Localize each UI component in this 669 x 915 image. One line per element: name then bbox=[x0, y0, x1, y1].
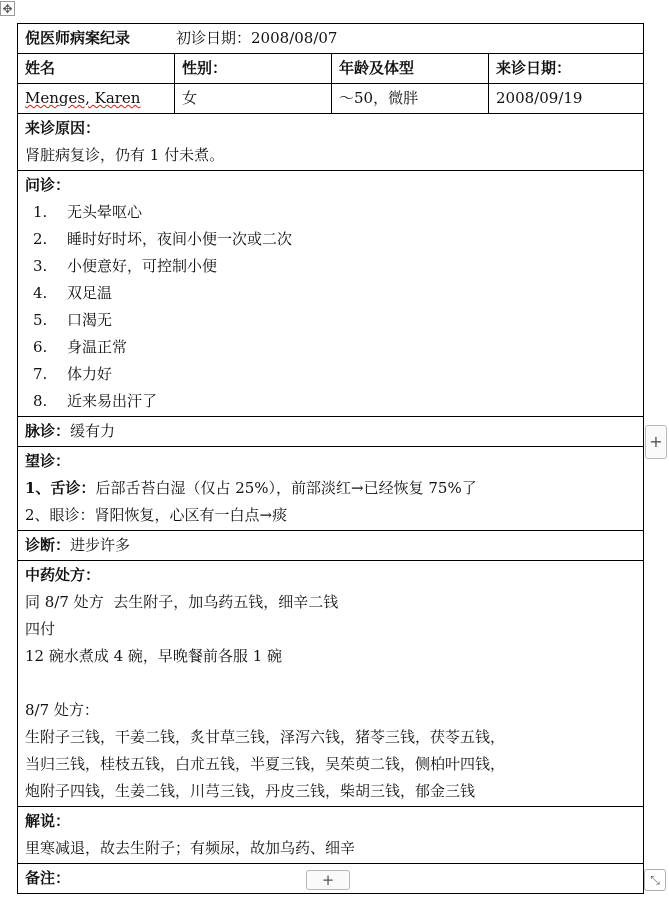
explanation-title: 解说： bbox=[25, 812, 71, 830]
diagnosis-title: 诊断： bbox=[25, 536, 71, 554]
inquiry-list bbox=[25, 199, 636, 415]
prescription-line: 生附子三钱，干姜二钱，炙甘草三钱，泽泻六钱，猪苓三钱，茯苓五钱， bbox=[25, 728, 506, 746]
col-name-header[interactable]: 姓名 bbox=[18, 54, 175, 84]
patient-name-cell[interactable] bbox=[18, 84, 175, 114]
reason-cell[interactable] bbox=[18, 114, 644, 171]
tongue-label: 1、舌诊： bbox=[25, 479, 96, 497]
list-item: 3. 小便意好，可控制小便 bbox=[33, 257, 218, 275]
patient-age-build[interactable]: ～50，微胖 bbox=[332, 84, 489, 114]
first-visit-date: 初诊日期：2008/08/07 bbox=[176, 29, 338, 47]
blank-line bbox=[25, 670, 636, 697]
table-move-handle-icon[interactable]: ✥ bbox=[0, 1, 15, 16]
patient-sex[interactable]: 女 bbox=[175, 84, 332, 114]
add-row-button[interactable]: + bbox=[306, 870, 350, 890]
header-cell[interactable] bbox=[18, 24, 644, 54]
explanation-row bbox=[18, 807, 644, 864]
list-item: 5. 口渴无 bbox=[33, 311, 113, 329]
list-item: 4. 双足温 bbox=[33, 284, 113, 302]
eye-text: 2、眼诊：肾阳恢复，心区有一白点→痰 bbox=[25, 506, 288, 524]
observation-row bbox=[18, 447, 644, 531]
observation-cell[interactable] bbox=[18, 447, 644, 531]
list-item: 1. 无头晕呕心 bbox=[33, 203, 143, 221]
explanation-text: 里寒减退，故去生附子；有频尿，故加乌药、细辛 bbox=[25, 839, 356, 857]
inquiry-title: 问诊： bbox=[25, 176, 71, 194]
prescription-row bbox=[18, 561, 644, 807]
diagnosis-text: 进步许多 bbox=[70, 536, 131, 554]
list-item: 2. 睡时好时坏，夜间小便一次或二次 bbox=[33, 230, 293, 248]
col-age-header[interactable]: 年龄及体型 bbox=[332, 54, 489, 84]
list-item: 6. 身温正常 bbox=[33, 338, 128, 356]
inquiry-row bbox=[18, 171, 644, 417]
inquiry-cell[interactable] bbox=[18, 171, 644, 417]
pulse-title: 脉诊： bbox=[25, 422, 71, 440]
column-header-row bbox=[18, 54, 644, 84]
resize-icon[interactable]: ⤡ bbox=[644, 869, 666, 891]
prescription-title: 中药处方： bbox=[25, 566, 101, 584]
explanation-cell[interactable] bbox=[18, 807, 644, 864]
patient-visit-date[interactable]: 2008/09/19 bbox=[489, 84, 644, 114]
remarks-title: 备注： bbox=[25, 869, 71, 887]
prescription-line: 8/7 处方： bbox=[25, 701, 99, 719]
pulse-cell[interactable] bbox=[18, 417, 644, 447]
prescription-cell[interactable] bbox=[18, 561, 644, 807]
col-sex-header[interactable]: 性别： bbox=[175, 54, 332, 84]
add-column-button[interactable]: + bbox=[645, 425, 667, 459]
header-row bbox=[18, 24, 644, 54]
observation-title: 望诊： bbox=[25, 452, 71, 470]
prescription-line: 炮附子四钱，生姜二钱，川芎三钱，丹皮三钱，柴胡三钱，郁金三钱 bbox=[25, 782, 476, 800]
diagnosis-row bbox=[18, 531, 644, 561]
prescription-line: 同 8/7 处方 去生附子，加乌药五钱，细辛二钱 bbox=[25, 593, 339, 611]
reason-title: 来诊原因： bbox=[25, 119, 101, 137]
reason-text: 肾脏病复诊，仍有 1 付未煮。 bbox=[25, 146, 225, 164]
pulse-row bbox=[18, 417, 644, 447]
record-title: 倪医师病案纪录 bbox=[25, 29, 131, 47]
tongue-text: 后部舌苔白湿（仅占 25%），前部淡红→已经恢复 75%了 bbox=[95, 479, 477, 497]
col-visit-date-header[interactable]: 来诊日期： bbox=[489, 54, 644, 84]
prescription-line: 当归三钱，桂枝五钱，白朮五钱，半夏三钱，吴茱萸二钱，侧柏叶四钱， bbox=[25, 755, 506, 773]
list-item: 7. 体力好 bbox=[33, 365, 113, 383]
diagnosis-cell[interactable] bbox=[18, 531, 644, 561]
reason-row bbox=[18, 114, 644, 171]
patient-name: Menges, Karen bbox=[25, 89, 141, 107]
medical-record-table bbox=[17, 23, 644, 894]
patient-row bbox=[18, 84, 644, 114]
prescription-line: 12 碗水煮成 4 碗，早晚餐前各服 1 碗 bbox=[25, 647, 283, 665]
list-item: 8. 近来易出汗了 bbox=[33, 392, 158, 410]
pulse-text: 缓有力 bbox=[70, 422, 116, 440]
prescription-line: 四付 bbox=[25, 620, 56, 638]
